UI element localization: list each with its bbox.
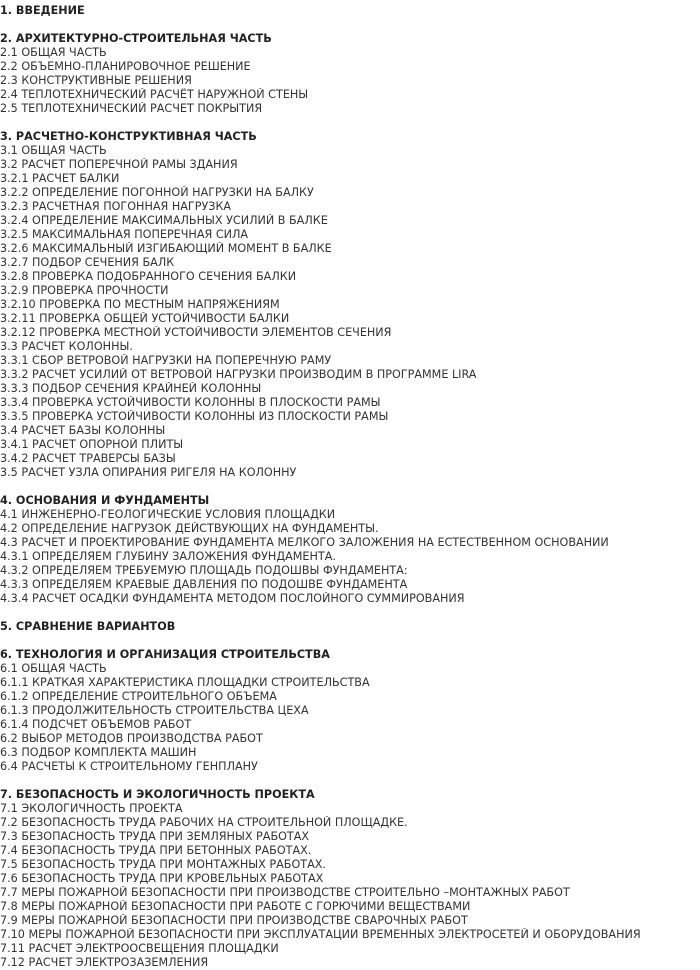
toc-item: 4.3 РАСЧЕТ И ПРОЕКТИРОВАНИЕ ФУНДАМЕНТА МЕЛКОГО ЗАЛОЖЕНИЯ НА ЕСТЕСТВЕННОМ ОСНОВАНИИ bbox=[0, 536, 609, 549]
toc-item: 3.3.1 СБОР ВЕТРОВОЙ НАГРУЗКИ НА ПОПЕРЕЧНУЮ РАМУ bbox=[0, 354, 332, 367]
toc-item: 6.2 ВЫБОР МЕТОДОВ ПРОИЗВОДСТВА РАБОТ bbox=[0, 732, 263, 745]
section-spacer bbox=[0, 606, 700, 620]
toc-item: 4.3.1 ОПРЕДЕЛЯЕМ ГЛУБИНУ ЗАЛОЖЕНИЯ ФУНДАМЕНТА. bbox=[0, 550, 336, 563]
toc-item: 7.1 ЭКОЛОГИЧНОСТЬ ПРОЕКТА bbox=[0, 802, 183, 815]
toc-section bbox=[0, 494, 700, 606]
section-heading: 4. ОСНОВАНИЯ И ФУНДАМЕНТЫ bbox=[0, 494, 210, 507]
toc-item: 3.4 РАСЧЕТ БАЗЫ КОЛОННЫ bbox=[0, 424, 166, 437]
toc-item: 3.3 РАСЧЕТ КОЛОННЫ. bbox=[0, 340, 133, 353]
toc-item: 6.1.2 ОПРЕДЕЛЕНИЕ СТРОИТЕЛЬНОГО ОБЪЕМА bbox=[0, 690, 277, 703]
section-heading: 7. БЕЗОПАСНОСТЬ И ЭКОЛОГИЧНОСТЬ ПРОЕКТА bbox=[0, 788, 315, 801]
toc-item: 3.2.11 ПРОВЕРКА ОБЩЕЙ УСТОЙЧИВОСТИ БАЛКИ bbox=[0, 312, 290, 325]
toc-item: 7.7 МЕРЫ ПОЖАРНОЙ БЕЗОПАСНОСТИ ПРИ ПРОИЗВОДСТВЕ СТРОИТЕЛЬНО –МОНТАЖНЫХ РАБОТ bbox=[0, 886, 570, 899]
toc-item: 6.1 ОБЩАЯ ЧАСТЬ bbox=[0, 662, 107, 675]
toc-item: 3.2.10 ПРОВЕРКА ПО МЕСТНЫМ НАПРЯЖЕНИЯМ bbox=[0, 298, 280, 311]
toc-item: 2.2 ОБЪЕМНО-ПЛАНИРОВОЧНОЕ РЕШЕНИЕ bbox=[0, 60, 251, 73]
toc-item: 3.2.4 ОПРЕДЕЛЕНИЕ МАКСИМАЛЬНЫХ УСИЛИЙ В БАЛКЕ bbox=[0, 214, 328, 227]
toc-item: 7.8 МЕРЫ ПОЖАРНОЙ БЕЗОПАСНОСТИ ПРИ РАБОТЕ С ГОРЮЧИМИ ВЕЩЕСТВАМИ bbox=[0, 900, 471, 913]
toc-item: 3.2.6 МАКСИМАЛЬНЫЙ ИЗГИБАЮЩИЙ МОМЕНТ В БАЛКЕ bbox=[0, 242, 332, 255]
toc-section bbox=[0, 788, 700, 970]
toc-item: 3.2.1 РАСЧЕТ БАЛКИ bbox=[0, 172, 120, 185]
toc-item: 3.3.4 ПРОВЕРКА УСТОЙЧИВОСТИ КОЛОННЫ В ПЛОСКОСТИ РАМЫ bbox=[0, 396, 381, 409]
toc-item: 7.11 РАСЧЕТ ЭЛЕКТРООСВЕЩЕНИЯ ПЛОЩАДКИ bbox=[0, 942, 279, 955]
toc-item: 7.9 МЕРЫ ПОЖАРНОЙ БЕЗОПАСНОСТИ ПРИ ПРОИЗВОДСТВЕ СВАРОЧНЫХ РАБОТ bbox=[0, 914, 468, 927]
toc-item: 6.3 ПОДБОР КОМПЛЕКТА МАШИН bbox=[0, 746, 197, 759]
section-heading: 6. ТЕХНОЛОГИЯ И ОРГАНИЗАЦИЯ СТРОИТЕЛЬСТВА bbox=[0, 648, 330, 661]
toc-item: 7.5 БЕЗОПАСНОСТЬ ТРУДА ПРИ МОНТАЖНЫХ РАБОТАХ. bbox=[0, 858, 326, 871]
toc-section bbox=[0, 4, 700, 18]
toc-item: 7.10 МЕРЫ ПОЖАРНОЙ БЕЗОПАСНОСТИ ПРИ ЭКСПЛУАТАЦИИ ВРЕМЕННЫХ ЭЛЕКТРОСЕТЕЙ И ОБОРУДОВАНИЯ bbox=[0, 928, 641, 941]
toc-item: 3.4.1 РАСЧЕТ ОПОРНОЙ ПЛИТЫ bbox=[0, 438, 184, 451]
toc-item: 4.3.3 ОПРЕДЕЛЯЕМ КРАЕВЫЕ ДАВЛЕНИЯ ПО ПОДОШВЕ ФУНДАМЕНТА bbox=[0, 578, 408, 591]
toc-item: 3.2.5 МАКСИМАЛЬНАЯ ПОПЕРЕЧНАЯ СИЛА bbox=[0, 228, 249, 241]
toc-item: 6.4 РАСЧЕТЫ К СТРОИТЕЛЬНОМУ ГЕНПЛАНУ bbox=[0, 760, 258, 773]
section-spacer bbox=[0, 634, 700, 648]
toc-section bbox=[0, 32, 700, 116]
toc-item: 6.1.4 ПОДСЧЕТ ОБЪЕМОВ РАБОТ bbox=[0, 718, 192, 731]
toc-item: 6.1.3 ПРОДОЛЖИТЕЛЬНОСТЬ СТРОИТЕЛЬСТВА ЦЕХА bbox=[0, 704, 309, 717]
toc-item: 7.4 БЕЗОПАСНОСТЬ ТРУДА ПРИ БЕТОННЫХ РАБОТАХ. bbox=[0, 844, 312, 857]
table-of-contents bbox=[0, 4, 700, 970]
toc-item: 3.4.2 РАСЧЕТ ТРАВЕРСЫ БАЗЫ bbox=[0, 452, 176, 465]
toc-item: 3.3.3 ПОДБОР СЕЧЕНИЯ КРАЙНЕЙ КОЛОННЫ bbox=[0, 382, 262, 395]
toc-item: 4.3.4 РАСЧЕТ ОСАДКИ ФУНДАМЕНТА МЕТОДОМ ПОСЛОЙНОГО СУММИРОВАНИЯ bbox=[0, 592, 465, 605]
toc-item: 7.3 БЕЗОПАСНОСТЬ ТРУДА ПРИ ЗЕМЛЯНЫХ РАБОТАХ bbox=[0, 830, 310, 843]
section-spacer bbox=[0, 18, 700, 32]
toc-item: 7.2 БЕЗОПАСНОСТЬ ТРУДА РАБОЧИХ НА СТРОИТЕЛЬНОЙ ПЛОЩАДКЕ. bbox=[0, 816, 408, 829]
section-spacer bbox=[0, 774, 700, 788]
toc-item: 2.1 ОБЩАЯ ЧАСТЬ bbox=[0, 46, 107, 59]
toc-item: 2.3 КОНСТРУКТИВНЫЕ РЕШЕНИЯ bbox=[0, 74, 192, 87]
toc-section bbox=[0, 620, 700, 634]
toc-item: 2.4 ТЕПЛОТЕХНИЧЕСКИЙ РАСЧЁТ НАРУЖНОЙ СТЕНЫ bbox=[0, 88, 309, 101]
toc-item: 3.2.12 ПРОВЕРКА МЕСТНОЙ УСТОЙЧИВОСТИ ЭЛЕМЕНТОВ СЕЧЕНИЯ bbox=[0, 326, 392, 339]
toc-item: 3.2 РАСЧЕТ ПОПЕРЕЧНОЙ РАМЫ ЗДАНИЯ bbox=[0, 158, 238, 171]
toc-item: 7.6 БЕЗОПАСНОСТЬ ТРУДА ПРИ КРОВЕЛЬНЫХ РАБОТАХ bbox=[0, 872, 324, 885]
toc-item: 3.2.2 ОПРЕДЕЛЕНИЕ ПОГОННОЙ НАГРУЗКИ НА БАЛКУ bbox=[0, 186, 314, 199]
section-spacer bbox=[0, 480, 700, 494]
section-heading: 2. АРХИТЕКТУРНО-СТРОИТЕЛЬНАЯ ЧАСТЬ bbox=[0, 32, 272, 45]
section-heading: 3. РАСЧЕТНО-КОНСТРУКТИВНАЯ ЧАСТЬ bbox=[0, 130, 257, 143]
toc-item: 3.2.7 ПОДБОР СЕЧЕНИЯ БАЛК bbox=[0, 256, 175, 269]
toc-section bbox=[0, 130, 700, 480]
section-spacer bbox=[0, 116, 700, 130]
toc-item: 3.3.2 РАСЧЕТ УСИЛИЙ ОТ ВЕТРОВОЙ НАГРУЗКИ ПРОИЗВОДИМ В ПРОГРАММЕ LIRA bbox=[0, 368, 477, 381]
toc-item: 4.1 ИНЖЕНЕРНО-ГЕОЛОГИЧЕСКИЕ УСЛОВИЯ ПЛОЩАДКИ bbox=[0, 508, 336, 521]
toc-item: 3.2.9 ПРОВЕРКА ПРОЧНОСТИ bbox=[0, 284, 169, 297]
toc-item: 4.3.2 ОПРЕДЕЛЯЕМ ТРЕБУЕМУЮ ПЛОЩАДЬ ПОДОШВЫ ФУНДАМЕНТА: bbox=[0, 564, 408, 577]
toc-item: 3.2.3 РАСЧЕТНАЯ ПОГОННАЯ НАГРУЗКА bbox=[0, 200, 232, 213]
toc-section bbox=[0, 648, 700, 774]
toc-item: 3.1 ОБЩАЯ ЧАСТЬ bbox=[0, 144, 107, 157]
toc-item: 3.2.8 ПРОВЕРКА ПОДОБРАННОГО СЕЧЕНИЯ БАЛКИ bbox=[0, 270, 297, 283]
toc-item: 4.2 ОПРЕДЕЛЕНИЕ НАГРУЗОК ДЕЙСТВУЮЩИХ НА ФУНДАМЕНТЫ. bbox=[0, 522, 379, 535]
section-heading: 1. ВВЕДЕНИЕ bbox=[0, 4, 85, 17]
toc-item: 2.5 ТЕПЛОТЕХНИЧЕСКИЙ РАСЧЕТ ПОКРЫТИЯ bbox=[0, 102, 263, 115]
toc-item: 6.1.1 КРАТКАЯ ХАРАКТЕРИСТИКА ПЛОЩАДКИ СТРОИТЕЛЬСТВА bbox=[0, 676, 370, 689]
toc-item: 3.5 РАСЧЕТ УЗЛА ОПИРАНИЯ РИГЕЛЯ НА КОЛОННУ bbox=[0, 466, 297, 479]
section-heading: 5. СРАВНЕНИЕ ВАРИАНТОВ bbox=[0, 620, 176, 633]
toc-item: 3.3.5 ПРОВЕРКА УСТОЙЧИВОСТИ КОЛОННЫ ИЗ ПЛОСКОСТИ РАМЫ bbox=[0, 410, 389, 423]
toc-item: 7.12 РАСЧЕТ ЭЛЕКТРОЗАЗЕМЛЕНИЯ bbox=[0, 956, 209, 969]
